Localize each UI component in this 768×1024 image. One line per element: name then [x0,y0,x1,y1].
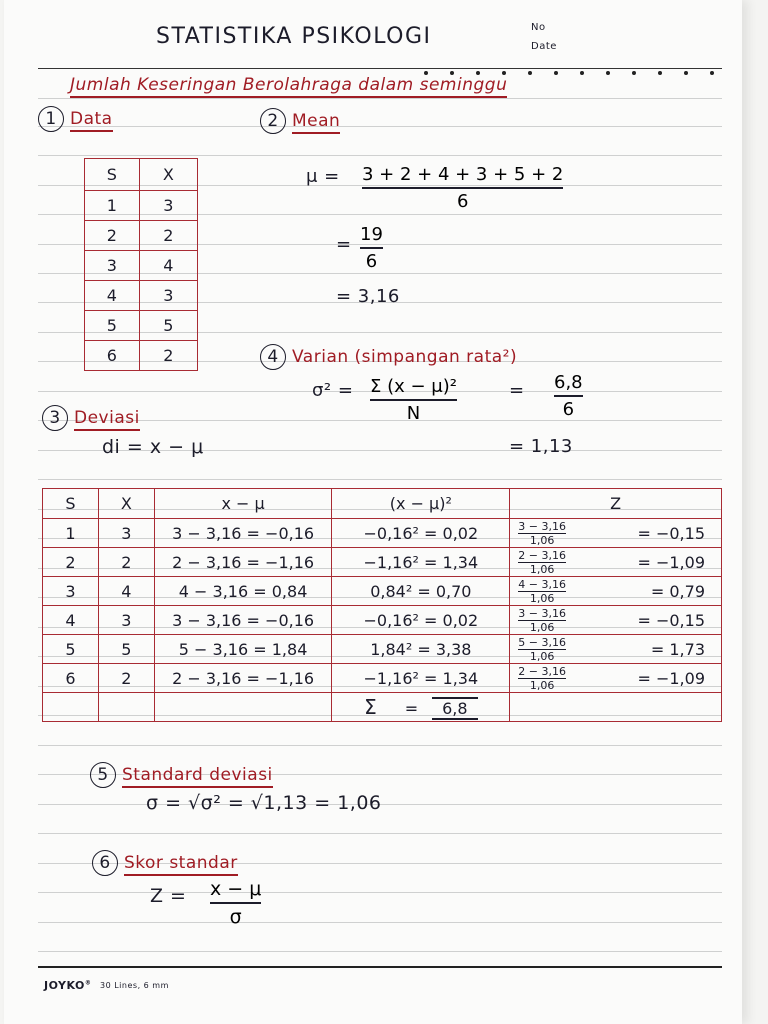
dev-cell-s: 2 [43,548,99,577]
varian-result: = 1,13 [509,436,573,457]
dev-sum-empty [510,693,722,722]
z-numerator: 5 − 3,16 [518,635,566,649]
z-fraction [518,521,566,546]
dev-row [43,519,722,548]
dev-cell-z [510,577,722,606]
z-denominator: 1,06 [529,649,555,663]
z-value: = −0,15 [637,523,705,543]
subtitle: Jumlah Keseringan Berolahraga dalam seminggu [70,75,507,95]
dev-header-dev: x − μ [154,489,332,519]
data-cell-x: 2 [139,341,197,371]
data-row [85,251,198,281]
notebook-page [4,0,742,1024]
ruled-line [38,833,722,834]
dev-cell-z [510,519,722,548]
section-mean-heading: 2 Mean [260,108,340,134]
ruled-line [38,126,722,127]
z-value: = −0,15 [637,610,705,630]
sum-symbol: Σ [364,695,377,719]
dev-row [43,548,722,577]
varian-val-num: 6,8 [554,372,583,393]
data-cell-s: 2 [85,221,140,251]
dev-cell-square: −0,16² = 0,02 [332,606,510,635]
z-denominator: 1,06 [529,562,555,576]
dev-sum-cell [332,693,510,722]
dev-cell-s: 3 [43,577,99,606]
dev-cell-square: 0,84² = 0,70 [332,577,510,606]
dev-cell-z [510,664,722,693]
dev-sum-empty [154,693,332,722]
z-denominator: 1,06 [529,620,555,634]
dev-row [43,635,722,664]
varian-eq: = [509,380,525,401]
skor-numerator: x − μ [210,878,262,900]
header-dot [710,71,714,75]
ruled-line [38,479,722,480]
dev-sum-empty [43,693,99,722]
std-formula: σ = √σ² = √1,13 = 1,06 [146,792,382,814]
no-label: No [531,22,546,33]
deviation-table [42,488,722,722]
dev-header-sq: (x − μ)² [332,489,510,519]
data-cell-x: 3 [139,191,197,221]
mean-step2-fraction [360,224,383,272]
mean-denominator: 6 [456,191,469,212]
section-varian-heading: 4 Varian (simpangan rata²) [260,344,517,370]
date-label: Date [531,41,557,52]
mean-lhs: μ = [306,166,340,187]
header-dot [658,71,662,75]
dev-sum-empty [98,693,154,722]
data-cell-x: 3 [139,281,197,311]
dev-row [43,664,722,693]
section-skor-heading: 6 Skor standar [92,850,238,876]
z-numerator: 4 − 3,16 [518,577,566,591]
dev-row [43,606,722,635]
z-fraction [518,579,566,604]
dev-cell-s: 5 [43,635,99,664]
header-dot [606,71,610,75]
data-cell-s: 1 [85,191,140,221]
data-row [85,221,198,251]
data-table [84,158,198,371]
z-numerator: 2 − 3,16 [518,548,566,562]
page-title: STATISTIKA PSIKOLOGI [156,24,432,49]
dev-cell-square: −0,16² = 0,02 [332,519,510,548]
data-row [85,281,198,311]
data-cell-s: 6 [85,341,140,371]
header-rule [38,68,722,69]
z-value: = 0,79 [650,581,705,601]
dev-row [43,577,722,606]
footer-spec: 30 Lines, 6 mm [100,981,169,990]
dev-cell-z [510,548,722,577]
footer-brand: JOYKO® [44,979,92,992]
dev-cell-s: 6 [43,664,99,693]
data-row [85,311,198,341]
ruled-line [38,98,722,99]
dev-cell-s: 1 [43,519,99,548]
ruled-line [38,892,722,893]
header-dot [554,71,558,75]
z-denominator: 1,06 [529,678,555,692]
z-numerator: 3 − 3,16 [518,606,566,620]
section-data-heading: 1 Data [38,106,113,132]
ruled-line [38,922,722,923]
deviasi-formula: di = x − μ [102,436,204,458]
z-denominator: 1,06 [529,533,555,547]
header-dot [580,71,584,75]
dev-cell-deviation: 2 − 3,16 = −1,16 [154,664,332,693]
varian-denominator: N [406,403,421,424]
mean-step2-num: 19 [360,224,383,245]
header-dot [684,71,688,75]
data-header-x: X [139,159,197,191]
header-dot [632,71,636,75]
section-deviasi-heading: 3 Deviasi [42,405,140,431]
dev-header-z: Z [510,489,722,519]
varian-val-den: 6 [562,399,575,420]
dev-cell-x: 3 [98,606,154,635]
data-cell-x: 5 [139,311,197,341]
z-numerator: 2 − 3,16 [518,664,566,678]
z-numerator: 3 − 3,16 [518,519,566,533]
dev-cell-deviation: 2 − 3,16 = −1,16 [154,548,332,577]
z-fraction [518,550,566,575]
dev-sum-row [43,693,722,722]
dev-cell-x: 2 [98,548,154,577]
dev-cell-deviation: 5 − 3,16 = 1,84 [154,635,332,664]
data-cell-x: 4 [139,251,197,281]
varian-fraction [370,376,457,424]
dev-cell-x: 3 [98,519,154,548]
mean-numerator: 3 + 2 + 4 + 3 + 5 + 2 [362,164,564,185]
sum-eq: = [404,699,419,718]
data-row [85,191,198,221]
varian-value-fraction [554,372,583,420]
varian-lhs: σ² = [312,380,354,401]
skor-fraction [210,878,261,928]
data-cell-s: 3 [85,251,140,281]
mean-result: = 3,16 [336,286,400,307]
z-fraction [518,637,566,662]
data-row [85,341,198,371]
data-cell-s: 5 [85,311,140,341]
header-dot [528,71,532,75]
z-value: = −1,09 [637,552,705,572]
dev-header-s: S [43,489,99,519]
sum-value: 6,8 [432,697,477,720]
ruled-line [38,155,722,156]
z-fraction [518,608,566,633]
footer-rule [38,966,722,968]
varian-numerator: Σ (x − μ)² [370,376,457,397]
dev-cell-square: 1,84² = 3,38 [332,635,510,664]
mean-fraction [362,164,563,212]
skor-lhs: Z = [150,885,187,907]
data-cell-s: 4 [85,281,140,311]
dev-cell-deviation: 4 − 3,16 = 0,84 [154,577,332,606]
z-fraction [518,666,566,691]
dev-cell-x: 5 [98,635,154,664]
dev-cell-square: −1,16² = 1,34 [332,664,510,693]
dev-cell-square: −1,16² = 1,34 [332,548,510,577]
dev-cell-s: 4 [43,606,99,635]
section-std-heading: 5 Standard deviasi [90,762,273,788]
mean-step2-den: 6 [365,251,378,272]
data-header-s: S [85,159,140,191]
dev-cell-deviation: 3 − 3,16 = −0,16 [154,519,332,548]
z-denominator: 1,06 [529,591,555,605]
dev-header-x: X [98,489,154,519]
mean-step2-eq: = [336,234,352,255]
dev-cell-z [510,635,722,664]
skor-denominator: σ [229,906,242,928]
z-value: = −1,09 [637,668,705,688]
z-value: = 1,73 [650,639,705,659]
dev-cell-deviation: 3 − 3,16 = −0,16 [154,606,332,635]
ruled-line [38,745,722,746]
dev-cell-z [510,606,722,635]
data-cell-x: 2 [139,221,197,251]
dev-cell-x: 4 [98,577,154,606]
dev-cell-x: 2 [98,664,154,693]
ruled-line [38,951,722,952]
